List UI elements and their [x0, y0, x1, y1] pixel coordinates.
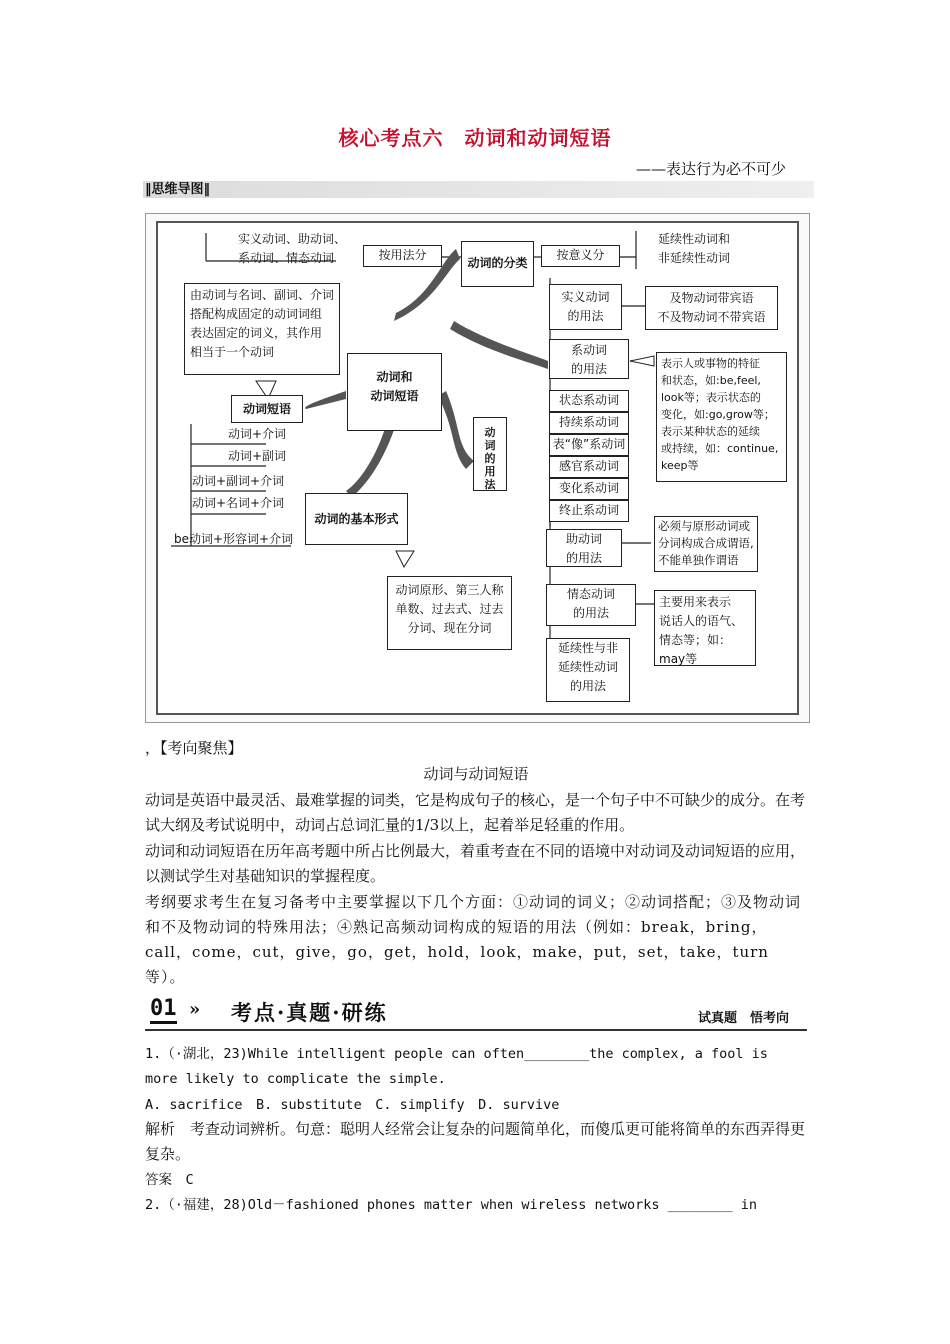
banner-right: 试真题 悟考向	[697, 1011, 789, 1026]
phrase-node: 动词短语	[231, 395, 303, 423]
phrase-item-2: 动词+副词	[228, 449, 287, 463]
linking-type-2: 持续系动词	[549, 412, 629, 434]
aux-desc: 必须与原形动词或 分词构成合成谓语, 不能单独作谓语	[654, 516, 758, 572]
focus-title: 动词与动词短语	[423, 765, 529, 783]
section-bar-label: ‖思维导图‖	[145, 182, 211, 197]
phrase-item-5: be动词+形容词+介词	[174, 532, 294, 546]
banner-arrow: »	[189, 999, 201, 1020]
question-1-options: A. sacrifice B. substitute C. simplify D. survive	[145, 1097, 560, 1113]
section-banner	[145, 993, 807, 1031]
by-usage-items: 实义动词、助动词、 系动词、情态动词	[238, 232, 347, 265]
phrase-item-1: 动词+介词	[228, 427, 287, 441]
paragraph-2: 动词和动词短语在历年高考题中所占比例最大，着重考查在不同的语境中对动词及动词短语的应用，以测试学生对基础知识的掌握程度。	[145, 842, 806, 885]
linking-type-5: 变化系动词	[549, 478, 629, 500]
phrase-desc-node: 由动词与名词、副词、介词 搭配构成固定的动词词组 表达固定的词义，其作用 相当于一个动词	[184, 283, 340, 375]
linking-verb-node: 系动词 的用法	[549, 339, 629, 379]
paragraph-1: 动词是英语中最灵活、最难掌握的词类，它是构成句子的核心，是一个句子中不可缺少的成分。在考试大纲及考试说明中，动词占总词汇量的1/3以上，起着举足轻重的作用。	[145, 791, 806, 834]
question-1: 1.（·湖北，23)While intelligent people can often________the complex, a fool is more likely to complicate the simple.	[145, 1046, 768, 1087]
page-subtitle: ——表达行为必不可少	[636, 160, 787, 178]
modal-desc: 主要用来表示 说话人的语气、 情态等；如： may等	[654, 590, 756, 666]
linking-type-6: 终止系动词	[549, 500, 629, 522]
by-meaning-node: 按意义分	[541, 245, 620, 267]
question-1-answer: 答案 C	[145, 1172, 194, 1188]
aux-verb-node: 助动词 的用法	[546, 529, 622, 567]
banner-title: 考点·真题·研练	[231, 1000, 388, 1025]
paragraph-3: 考纲要求考生在复习备考中主要掌握以下几个方面：①动词的词义；②动词搭配；③及物动词和不及物动词的特殊用法；④熟记高频动词构成的短语的用法（例如：break，bring，call，come，cut，give，go，get，hold，look，make，put，set，take，turn等）。	[145, 893, 802, 986]
focus-label: ，【考向聚焦】	[145, 739, 243, 757]
linking-type-1: 状态系动词	[549, 390, 629, 412]
banner-number: 01	[150, 996, 177, 1024]
durative-verb-node: 延续性与非 延续性动词 的用法	[546, 638, 630, 702]
by-usage-node: 按用法分	[363, 245, 442, 267]
center-node: 动词和 动词短语	[347, 353, 442, 431]
phrase-item-3: 动词+副词+介词	[192, 474, 285, 488]
linking-type-4: 感官系动词	[549, 456, 629, 478]
usage-node: 动 词 的 用 法	[473, 417, 507, 491]
phrase-item-4: 动词+名词+介词	[192, 496, 285, 510]
notional-desc: 及物动词带宾语 不及物动词不带宾语	[645, 286, 778, 330]
classify-node: 动词的分类	[461, 241, 534, 287]
notional-verb-node: 实义动词 的用法	[549, 284, 622, 330]
linking-type-3: 表“像”系动词	[549, 434, 629, 456]
modal-verb-node: 情态动词 的用法	[546, 584, 636, 626]
linking-desc: 表示人或事物的特征 和状态，如:be,feel, look等；表示状态的 变化，如:go,grow等； 表示某种状态的延续 或持续，如：continue, keep等	[656, 352, 787, 482]
section-bar	[143, 181, 814, 198]
page-title: 核心考点六 动词和动词短语	[338, 126, 612, 150]
basic-form-node: 动词的基本形式	[305, 493, 408, 545]
basic-form-desc: 动词原形、第三人称 单数、过去式、过去 分词、现在分词	[387, 576, 512, 650]
by-meaning-items: 延续性动词和 非延续性动词	[658, 232, 731, 265]
question-2: 2.（·福建，28)Old－fashioned phones matter when wireless networks ________ in	[145, 1197, 758, 1213]
question-1-analysis: 解析 考查动词辨析。句意：聪明人经常会让复杂的问题简单化，而傻瓜更可能将简单的东西弄得更复杂。	[145, 1120, 806, 1163]
